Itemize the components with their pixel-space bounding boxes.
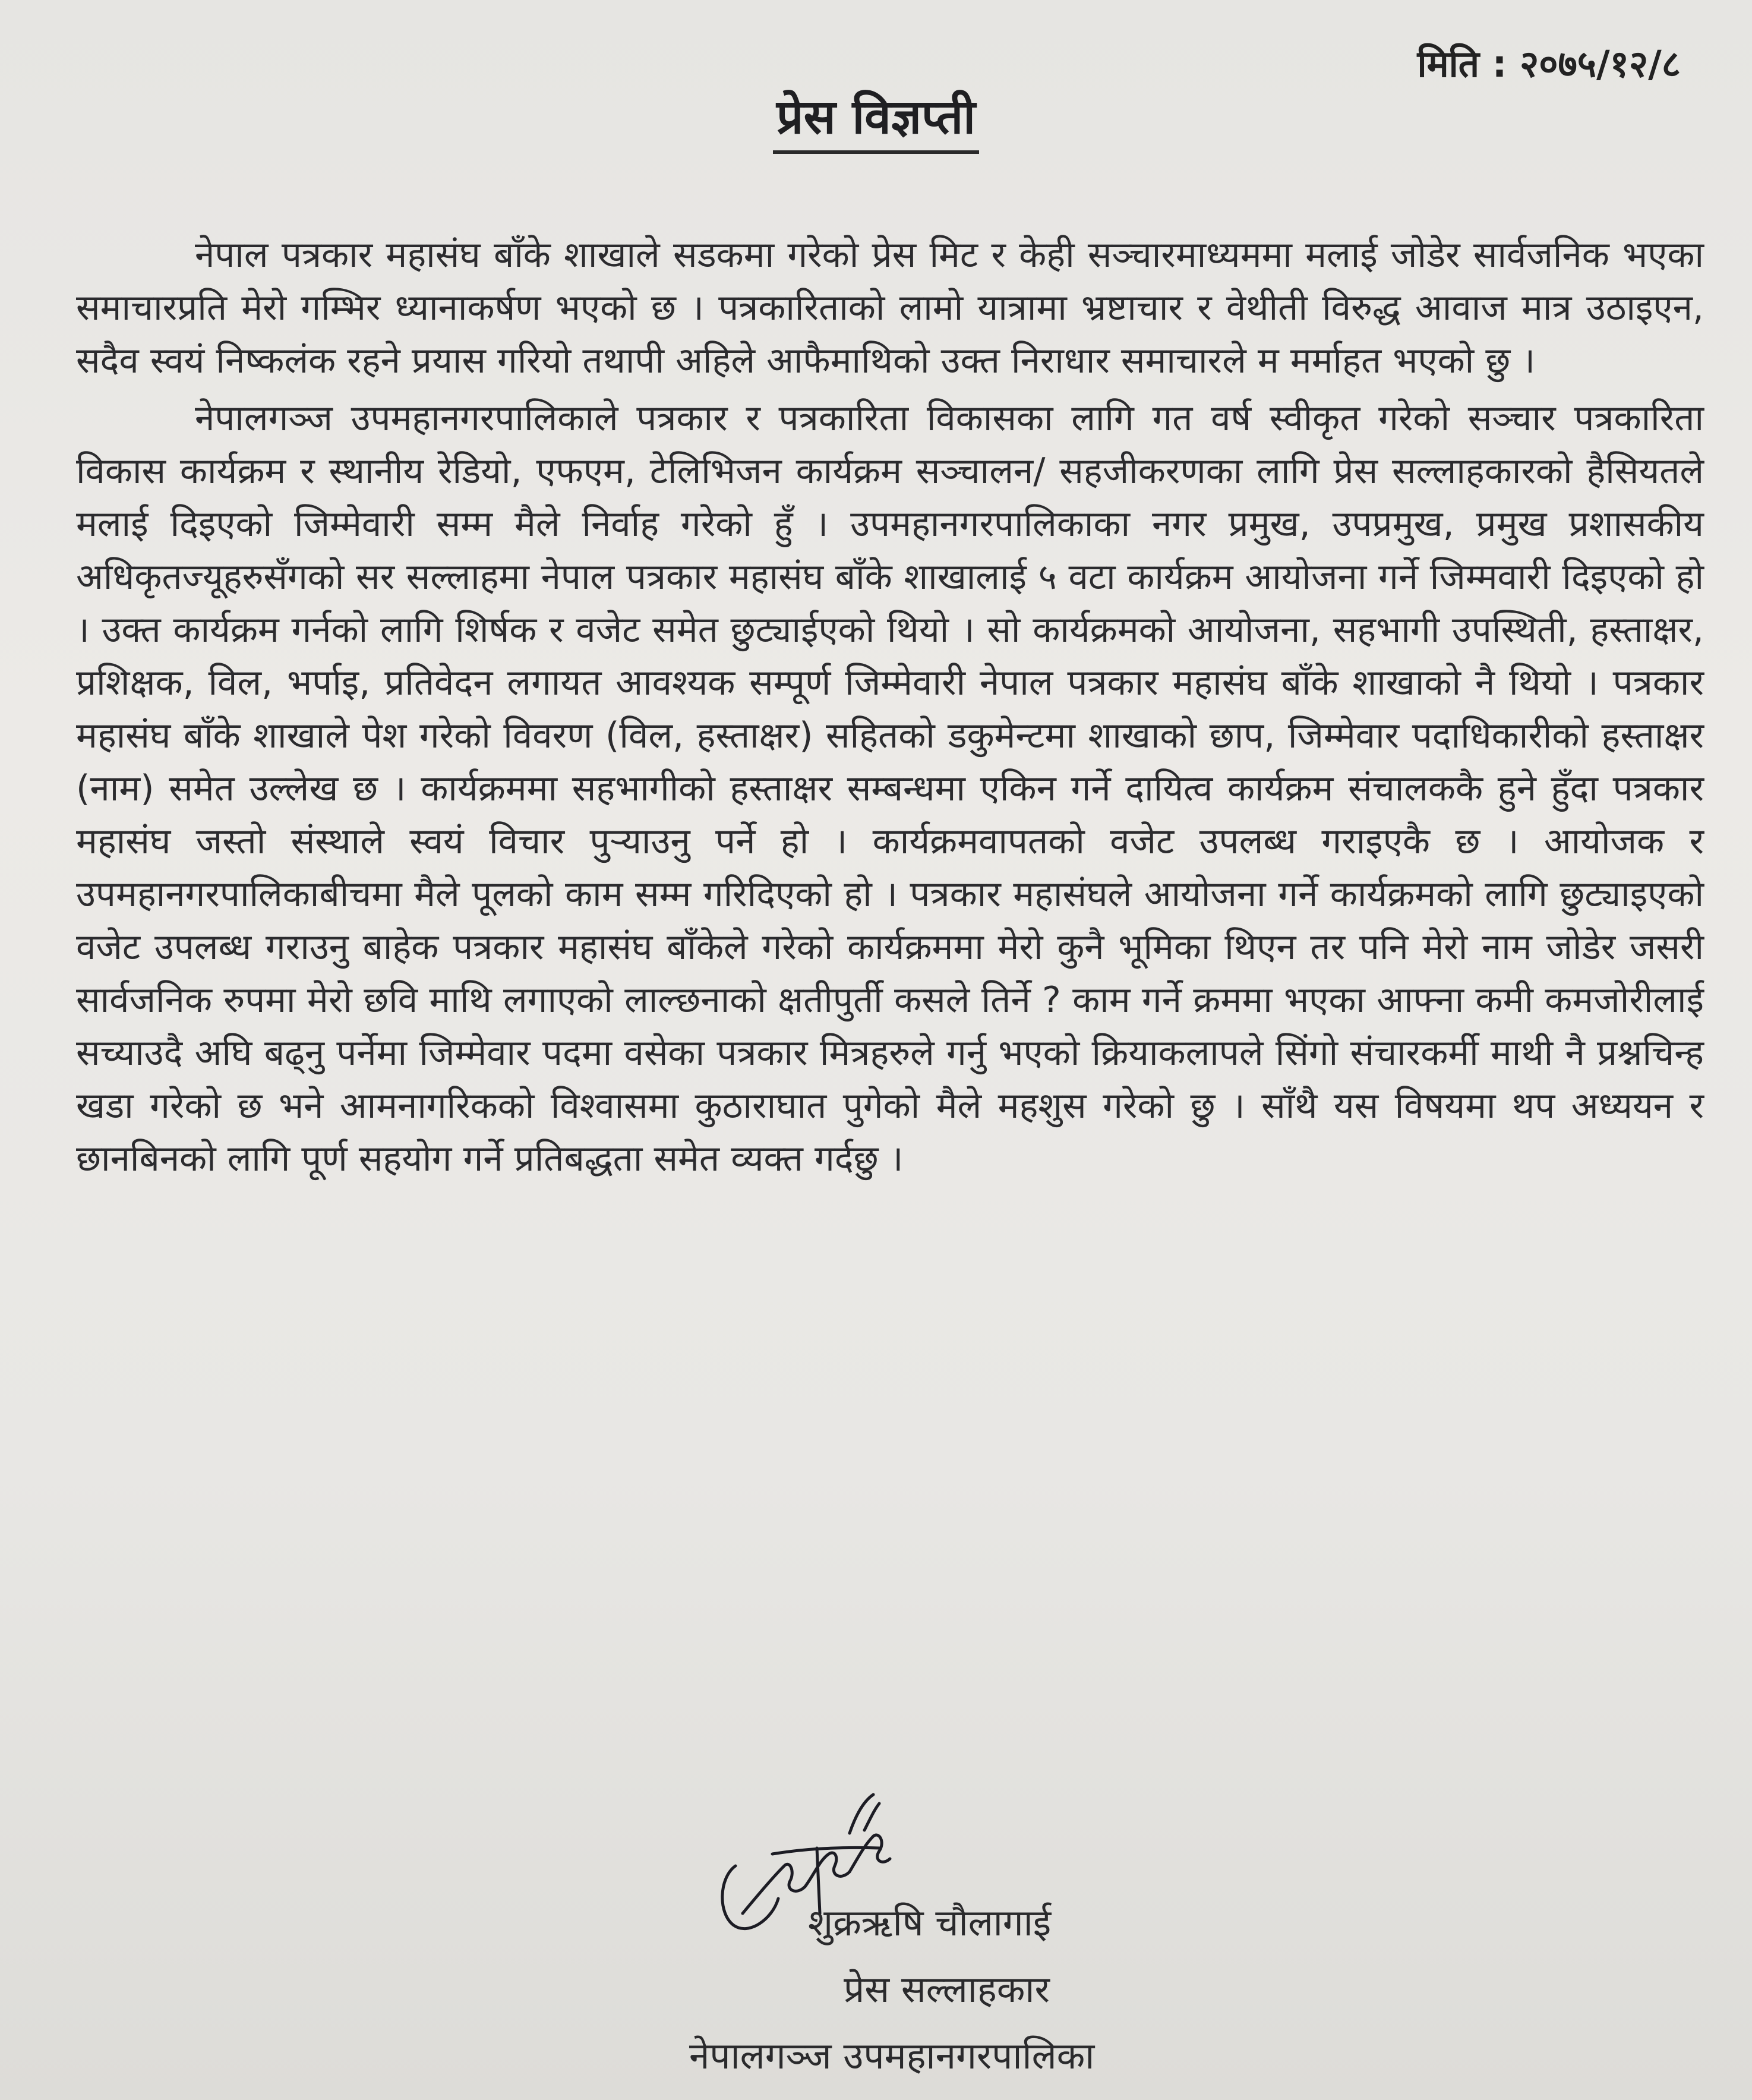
document-title: प्रेस विज्ञप्ती [773, 92, 979, 154]
signatory-organization: नेपालगञ्ज उपमहानगरपालिका [689, 2034, 1095, 2077]
signatory-name: शुक्रऋषि चौलागाई [808, 1901, 1052, 1944]
signature-block [689, 1890, 1283, 2089]
body-paragraph-1: नेपाल पत्रकार महासंघ बाँके शाखाले सडकमा गरेको प्रेस मिट र केही सञ्चारमाध्यममा मलाई जोडेर सार्वजनिक भएका समाचारप्रति मेरो गम्भिर ध्यानाकर्षण भएको छ । पत्रकारिताको लामो यात्रामा भ्रष्टाचार र वेथीती विरुद्ध आवाज मात्र उठाइएन, सदैव स्वयं निष्कलंक रहने प्रयास गरियो तथापी अहिले आफैमाथिको उक्त निराधार समाचारले म मर्माहत भएको छु । [76, 234, 1704, 381]
date-line: मिति : २०७५/१२/८ [1417, 42, 1681, 86]
document-body [76, 229, 1704, 1190]
body-paragraph-2: नेपालगञ्ज उपमहानगरपालिकाले पत्रकार र पत्रकारिता विकासका लागि गत वर्ष स्वीकृत गरेको सञ्चार पत्रकारिता विकास कार्यक्रम र स्थानीय रेडियो, एफएम, टेलिभिजन कार्यक्रम सञ्चालन/ सहजीकरणका लागि प्रेस सल्लाहकारको हैसियतले मलाई दिइएको जिम्मेवारी सम्म मैले निर्वाह गरेको हुँ । उपमहानगरपालिकाका नगर प्रमुख, उपप्रमुख, प्रमुख प्रशासकीय अधिकृतज्यूहरुसँगको सर सल्लाहमा नेपाल पत्रकार महासंघ बाँके शाखालाई ५ वटा कार्यक्रम आयोजना गर्ने जिम्मवारी दिइएको हो । उक्त कार्यक्रम गर्नको लागि शिर्षक र वजेट समेत छुट्याईएको थियो । सो कार्यक्रमको आयोजना, सहभागी उपस्थिती, हस्ताक्षर, प्रशिक्षक, विल, भर्पाइ, प्रतिवेदन लगायत आवश्यक सम्पूर्ण जिम्मेवारी नेपाल पत्रकार महासंघ बाँके शाखाको नै थियो । पत्रकार महासंघ बाँके शाखाले पेश गरेको विवरण (विल, हस्ताक्षर) सहितको डकुमेन्टमा शाखाको छाप, जिम्मेवार पदाधिकारीको हस्ताक्षर (नाम) समेत उल्लेख छ । कार्यक्रममा सहभागीको हस्ताक्षर सम्बन्धमा एकिन गर्ने दायित्व कार्यक्रम संचालककै हुने हुँदा पत्रकार महासंघ जस्तो संस्थाले स्वयं विचार पुर्‍याउनु पर्ने हो । कार्यक्रमवापतको वजेट उपलब्ध गराइएकै छ । आयोजक र उपमहानगरपालिकाबीचमा मैले पूलको काम सम्म गरिदिएको हो । पत्रकार महासंघले आयोजना गर्ने कार्यक्रमको लागि छुट्याइएको वजेट उपलब्ध गराउनु बाहेक पत्रकार महासंघ बाँकेले गरेको कार्यक्रममा मेरो कुनै भूमिका थिएन तर पनि मेरो नाम जोडेर जसरी सार्वजनिक रुपमा मेरो छवि माथि लगाएको लाल्छनाको क्षतीपुर्ती कसले तिर्ने ? काम गर्ने क्रममा भएका आफ्ना कमी कमजोरीलाई सच्याउदै अघि बढ्नु पर्नेमा जिम्मेवार पदमा वसेका पत्रकार मित्रहरुले गर्नु भएको क्रियाकलापले सिंगो संचारकर्मी माथी नै प्रश्नचिन्ह खडा गरेको छ भने आमनागरिकको विश्वासमा कुठाराघात पुगेको मैले महशुस गरेको छु । साँथै यस विषयमा थप अध्ययन र छानबिनको लागि पूर्ण सहयोग गर्ने प्रतिबद्धता समेत व्यक्त गर्दछु । [76, 398, 1704, 1180]
document-title-wrap [0, 89, 1752, 154]
signatory-role: प्रेस सल्लाहकार [844, 1967, 1050, 2011]
